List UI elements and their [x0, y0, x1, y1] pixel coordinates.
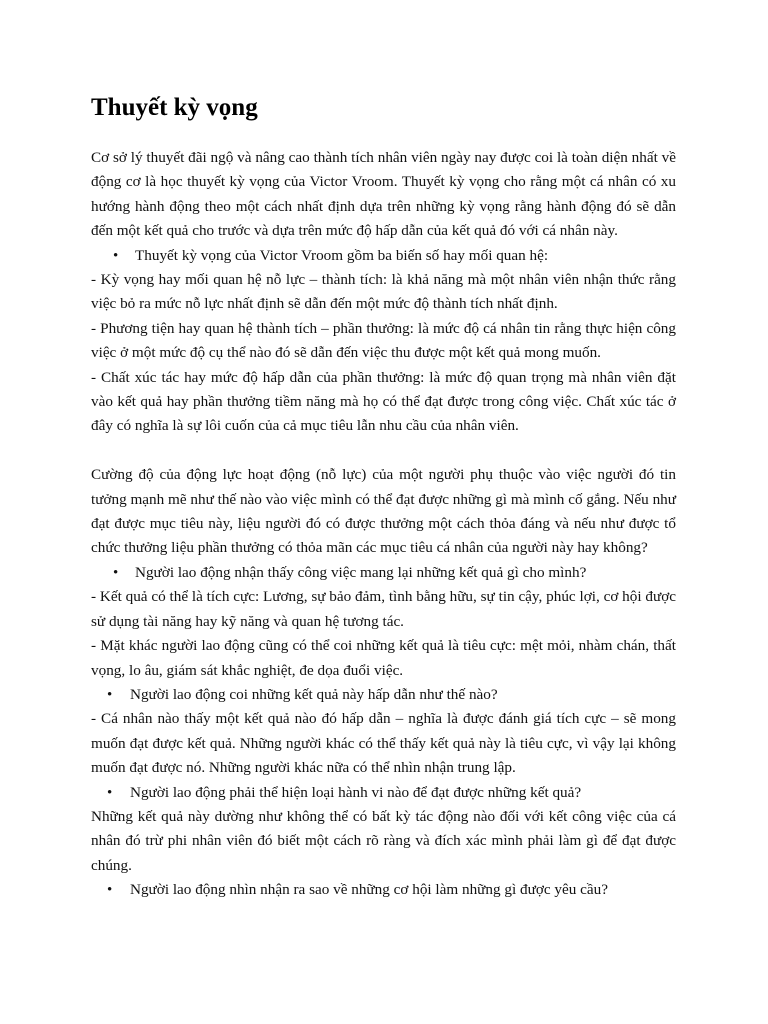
effort-paragraph: Cường độ của động lực hoạt động (nỗ lực) của một người phụ thuộc vào việc người đó tin tưởng mạnh mẽ như thế nào vào việc mình có thể đạt được những gì mà mình cố gắng. Nếu như đạt được mục tiêu này, liệu người đó có được thưởng một cách thỏa đáng và nếu như được tổ chức thưởng liệu phần thưởng có thỏa mãn các mục tiêu cá nhân của người này hay không?: [91, 466, 676, 557]
bullet-item: [91, 781, 676, 805]
bullet-icon: •: [107, 784, 113, 801]
page-title: Thuyết kỳ vọng: [91, 94, 258, 121]
blank-line: [91, 439, 676, 463]
variable-expectancy: - Kỳ vọng hay mối quan hệ nỗ lực – thành tích: là khả năng mà một nhân viên nhận thức rằng việc bỏ ra mức nỗ lực nhất định sẽ dẫn đến một mức độ thành tích nhất định.: [91, 271, 676, 313]
bullet-icon: •: [107, 686, 113, 703]
variable-valence: - Chất xúc tác hay mức độ hấp dẫn của phần thưởng: là mức độ quan trọng mà nhân viên đặt vào kết quả hay phần thưởng tiềm năng mà họ có thể đạt được trong công việc. Chất xúc tác ở đây có nghĩa là sự lôi cuốn của cả mục tiêu lẫn nhu cầu của nhân viên.: [91, 368, 676, 435]
bullet-item: [91, 561, 676, 585]
result-negative: - Mặt khác người lao động cũng có thể coi những kết quả là tiêu cực: mệt mỏi, nhàm chán, thất vọng, lo âu, giám sát khắc nghiệt, đe dọa đuổi việc.: [91, 637, 676, 679]
bullet-text: Người lao động phải thể hiện loại hành vi nào để đạt được những kết quả?: [130, 783, 582, 801]
bullet-item: [91, 878, 676, 902]
intro-paragraph: Cơ sở lý thuyết đãi ngộ và nâng cao thành tích nhân viên ngày nay được coi là toàn diện nhất về động cơ là học thuyết kỳ vọng của Victor Vroom. Thuyết kỳ vọng cho rằng một cá nhân có xu hướng hành động theo một cách nhất định dựa trên những kỳ vọng rằng hành động đó sẽ dẫn đến một kết quả cho trước và dựa trên mức độ hấp dẫn của kết quả đó với cá nhân này.: [91, 149, 676, 240]
bullet-item: [91, 683, 676, 707]
bullet-icon: •: [113, 564, 119, 581]
bullet-text: Thuyết kỳ vọng của Victor Vroom gồm ba biến số hay mối quan hệ:: [135, 246, 549, 264]
result-positive: - Kết quả có thể là tích cực: Lương, sự bảo đảm, tình bằng hữu, sự tin cậy, phúc lợi, cơ hội được sử dụng tài năng hay kỹ năng và quan hệ tương tác.: [91, 588, 676, 630]
bullet-item: [91, 244, 676, 268]
bullet-icon: •: [107, 882, 113, 899]
variable-instrumentality: - Phương tiện hay quan hệ thành tích – phần thưởng: là mức độ cá nhân tin rằng thực hiện công việc ở một mức độ cụ thể nào đó sẽ dẫn đến việc thu được một kết quả mong muốn.: [91, 319, 676, 362]
attractiveness-paragraph: - Cá nhân nào thấy một kết quả nào đó hấp dẫn – nghĩa là được đánh giá tích cực – sẽ mong muốn đạt được kết quả. Những người khác có thể thấy kết quả này là tiêu cực, vì vậy lại không muốn đạt được nó. Những người khác nữa có thể nhìn nhận trung lập.: [91, 710, 676, 777]
behavior-paragraph: Những kết quả này dường như không thể có bất kỳ tác động nào đối với kết công việc của cá nhân đó trừ phi nhân viên đó biết một cách rõ ràng và đích xác mình phải làm gì để đạt được chúng.: [91, 807, 676, 874]
bullet-icon: •: [113, 247, 119, 264]
bullet-text: Người lao động nhìn nhận ra sao về những cơ hội làm những gì được yêu cầu?: [130, 881, 608, 899]
bullet-text: Người lao động nhận thấy công việc mang lại những kết quả gì cho mình?: [135, 563, 587, 581]
bullet-text: Người lao động coi những kết quả này hấp dẫn như thế nào?: [130, 685, 498, 703]
